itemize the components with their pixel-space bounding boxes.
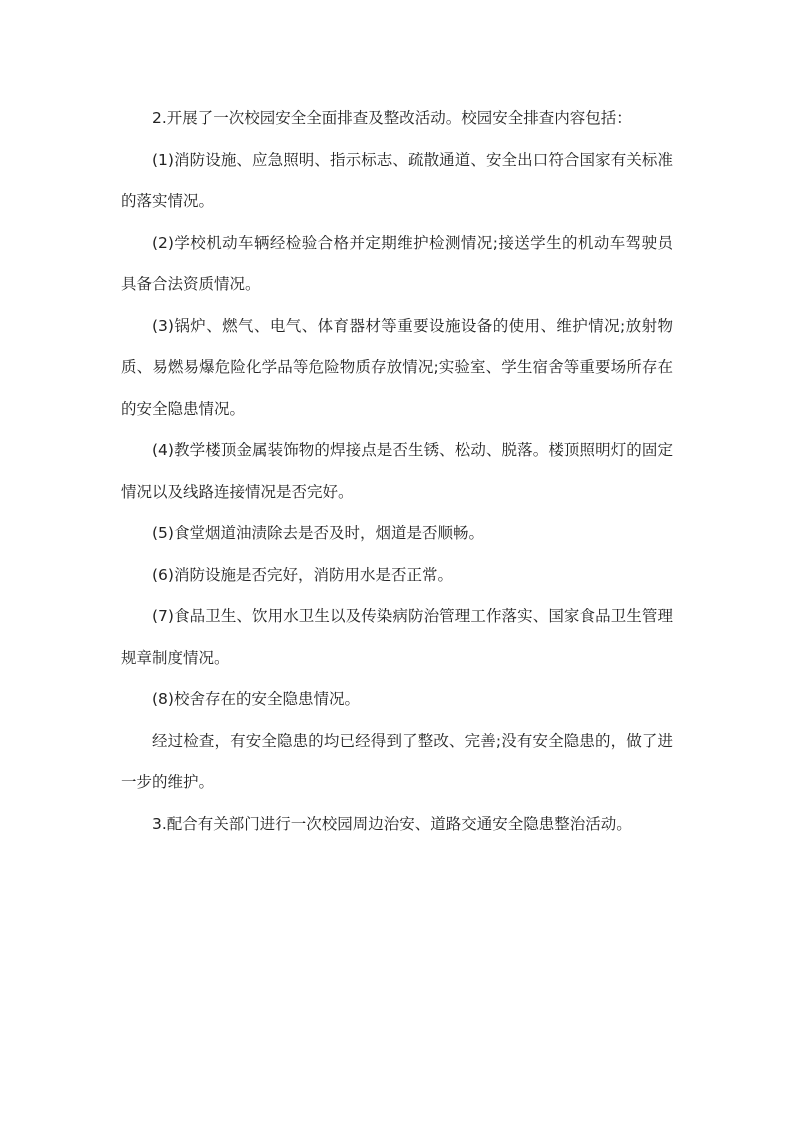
- paragraph-campaign-3: 3.配合有关部门进行一次校园周边治安、道路交通安全隐患整治活动。: [152, 814, 632, 833]
- paragraph-item-8: (8)校舍存在的安全隐患情况。: [152, 690, 360, 708]
- paragraph-summary: 经过检查，有安全隐患的均已经得到了整改、完善;没有安全隐患的，做了进一步的维护。: [121, 731, 673, 791]
- paragraph-item-7: (7)食品卫生、饮用水卫生以及传染病防治管理工作落实、国家食品卫生管理规章制度情况。: [121, 607, 673, 667]
- paragraph-item-1: (1)消防设施、应急照明、指示标志、疏散通道、安全出口符合国家有关标准的落实情况。: [121, 150, 673, 210]
- paragraph-campaign-2: 2.开展了一次校园安全全面排查及整改活动。校园安全排查内容包括：: [152, 109, 632, 127]
- paragraph-item-6: (6)消防设施是否完好，消防用水是否正常。: [152, 565, 453, 584]
- paragraph-item-2: (2)学校机动车辆经检验合格并定期维护检测情况;接送学生的机动车驾驶员具备合法资质情况。: [121, 233, 673, 293]
- paragraph-item-4: (4)教学楼顶金属装饰物的焊接点是否生锈、松动、脱落。楼顶照明灯的固定情况以及线路连接情况是否完好。: [121, 441, 673, 501]
- paragraph-item-3: (3)锅炉、燃气、电气、体育器材等重要设施设备的使用、维护情况;放射物质、易燃易爆危险化学品等危险物质存放情况;实验室、学生宿舍等重要场所存在的安全隐患情况。: [121, 316, 673, 418]
- document-body: [121, 98, 673, 845]
- paragraph-item-5: (5)食堂烟道油渍除去是否及时，烟道是否顺畅。: [152, 524, 484, 542]
